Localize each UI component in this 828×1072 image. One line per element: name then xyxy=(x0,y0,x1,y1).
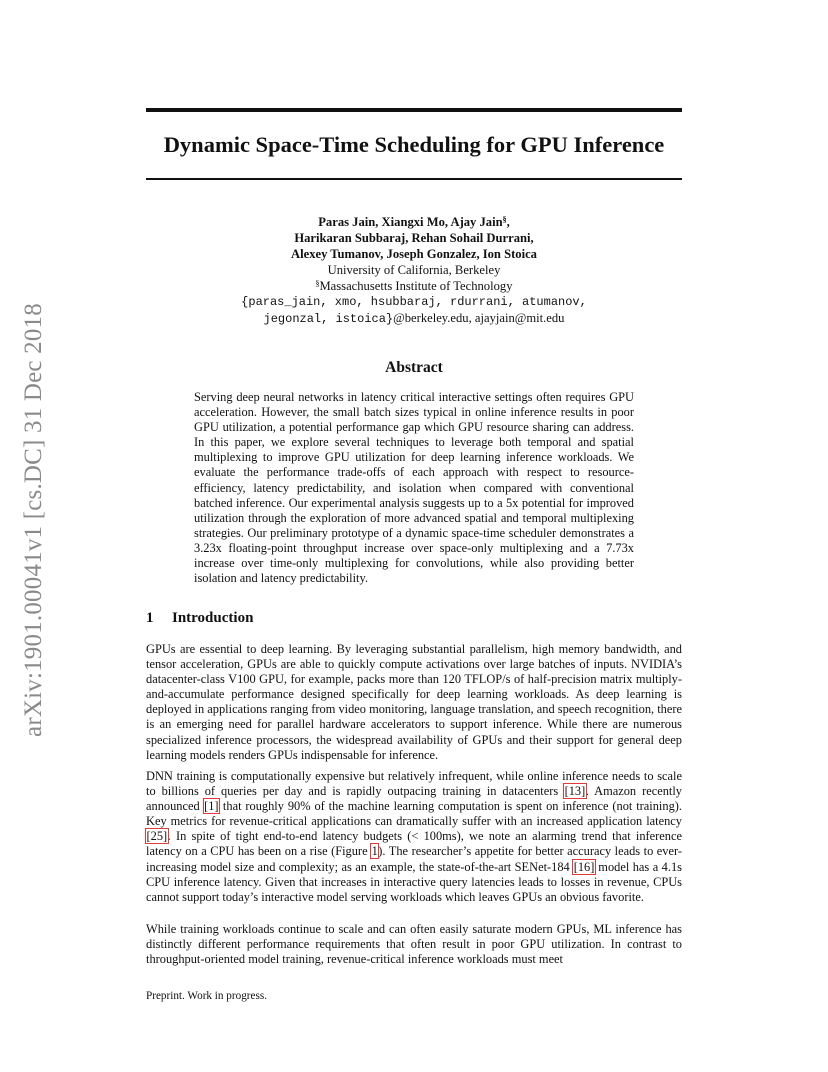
email-line-1: {paras_jain, xmo, hsubbaraj, rdurrani, atumanov, xyxy=(241,295,587,309)
citation-link-16[interactable]: [16] xyxy=(573,859,595,874)
email-line-2: jegonzal, istoica}@berkeley.edu, ajayjain@mit.edu xyxy=(263,311,565,326)
section-title: Introduction xyxy=(172,610,254,626)
footer-note: Preprint. Work in progress. xyxy=(146,990,268,1002)
paper-title: Dynamic Space-Time Scheduling for GPU Inference xyxy=(163,132,665,157)
author-line-2: Harikaran Subbaraj, Rehan Sohail Durrani, xyxy=(294,231,534,245)
arxiv-identifier-sidebar xyxy=(10,282,58,758)
affiliation-mark: § xyxy=(502,215,507,224)
intro-paragraph-3: While training workloads continue to scale and can often easily saturate modern GPUs, ML inference has distinctly different performance requirements that often result in poor GPU utilization. In contrast to throughput-oriented model training, revenue-critical inference workloads must meet xyxy=(146,922,682,967)
citation-link-1[interactable]: [1] xyxy=(204,799,219,814)
citation-link-13[interactable]: [13] xyxy=(564,784,586,799)
arxiv-identifier: arXiv:1901.00041v1 [cs.DC] 31 Dec 2018 xyxy=(20,303,48,737)
title-rule-bottom xyxy=(146,178,682,180)
section-heading-introduction xyxy=(146,610,253,627)
author-line-1: Paras Jain, Xiangxi Mo, Ajay Jain§, xyxy=(318,215,510,229)
author-block xyxy=(146,214,682,327)
affiliation-mit: §Massachusetts Institute of Technology xyxy=(315,279,513,293)
figure-link-1[interactable]: 1 xyxy=(371,844,378,859)
intro-paragraph-2: DNN training is computationally expensive but relatively infrequent, while online inference needs to scale to billions of queries per day and is rapidly outpacing training in datacenters [13]. Amazon recently announced [1] that roughly 90% of the machine learning computation is spent on inference (not training). Key metrics for revenue-critical applications can dramatically suffer with an increased application latency [25]. In spite of tight end-to-end latency budgets (< 100ms), we note an alarming trend that inference latency on a CPU has been on a rise (Figure 1). The researcher’s appetite for better accuracy leads to ever-increasing model size and complexity; as an example, the state-of-the-art SENet-184 [16] model has a 4.1s CPU inference latency. Given that increases in interactive query latencies leads to losses in revenue, CPUs cannot support today’s interactive model serving workloads which leaves GPUs an obvious favorite. xyxy=(146,769,682,904)
citation-link-25[interactable]: [25] xyxy=(146,829,168,844)
affiliation-mark: § xyxy=(315,279,320,288)
abstract-text: Serving deep neural networks in latency critical interactive settings often requires GPU acceleration. However, the small batch sizes typical in online inference results in poor GPU utilization, a potential performance gap which GPU resource sharing can address. In this paper, we explore several techniques to leverage both temporal and spatial multiplexing to improve GPU utilization for deep learning inference workloads. We evaluate the performance trade-offs of each approach with respect to resource-efficiency, latency predictability, and isolation when compared with conventional batched inference. Our experimental analysis suggests up to a 5x potential for improved utilization through the exploration of more advanced spatial and temporal multiplexing strategies. Our preliminary prototype of a dynamic space-time scheduler demonstrates a 3.23x floating-point throughput increase over space-only multiplexing and a 7.73x increase over time-only multiplexing for convolutions, while also providing better isolation and latency predictability. xyxy=(194,390,634,586)
intro-paragraph-1: GPUs are essential to deep learning. By leveraging substantial parallelism, high memory bandwidth, and tensor acceleration, GPUs are able to quickly compute activations over large batches of inputs. NVIDIA’s datacenter-class V100 GPU, for example, packs more than 120 TFLOP/s of half-precision matrix multiply-and-accumulate performance designed specifically for deep learning workloads. As deep learning is deployed in applications ranging from video monitoring, language translation, and speech recognition, there is an emerging need for parallel hardware accelerators to support inference. While there are numerous specialized inference processors, the widespread availability of GPUs and their support for general deep learning models renders GPUs indispensable for inference. xyxy=(146,642,682,762)
title-rule-top xyxy=(146,108,682,112)
abstract-heading: Abstract xyxy=(385,359,443,376)
affiliation-berkeley: University of California, Berkeley xyxy=(327,263,501,277)
section-number: 1 xyxy=(146,610,154,626)
author-line-3: Alexey Tumanov, Joseph Gonzalez, Ion Stoica xyxy=(291,247,537,261)
